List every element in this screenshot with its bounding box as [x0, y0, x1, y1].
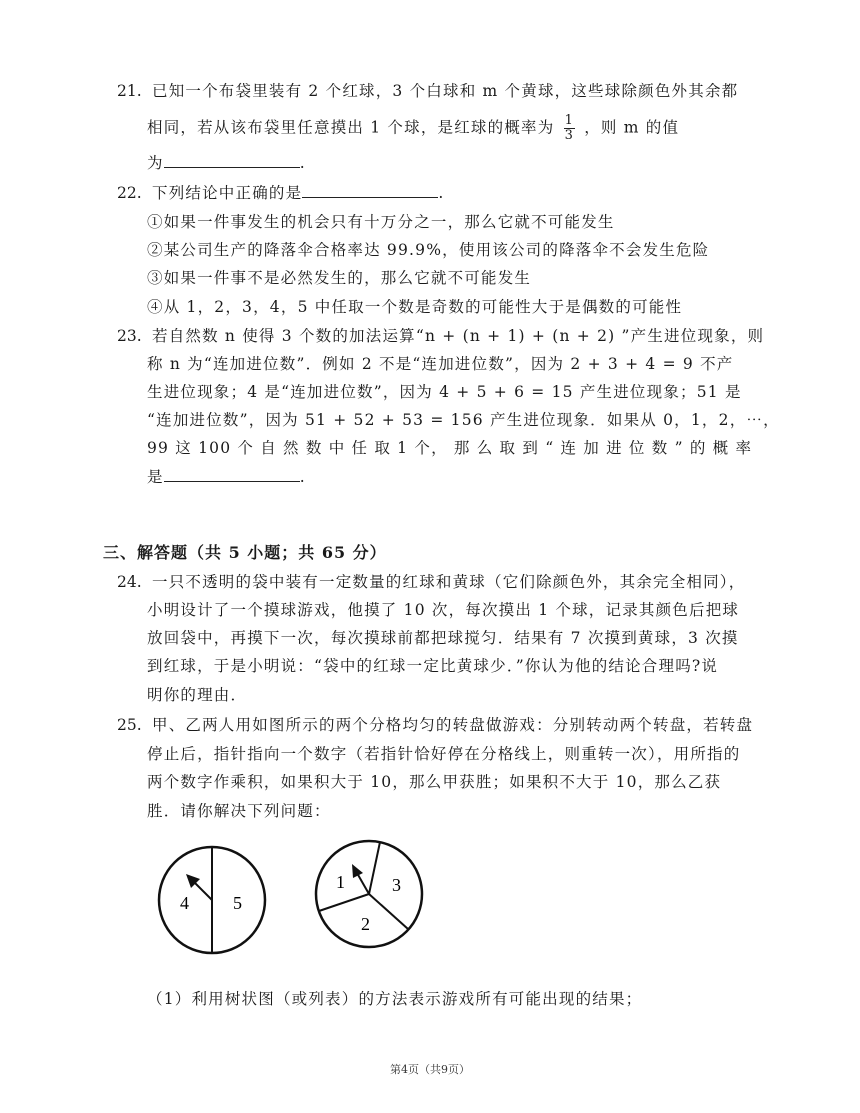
- question-25-line: 胜．请你解决下列问题：: [147, 802, 331, 820]
- question-21-text: 相同，若从该布袋里任意摸出 1 个球，是红球的概率为: [147, 118, 555, 137]
- question-24-line: 到红球，于是小明说：“袋中的红球一定比黄球少．”你认为他的结论合理吗?说: [147, 657, 719, 675]
- question-21-line: [147, 114, 679, 143]
- spinner-label: 2: [361, 914, 370, 934]
- question-22-line: 下列结论中正确的是 .: [152, 184, 445, 202]
- question-23-line: 99 这 100 个 自 然 数 中 任 取 1 个， 那 么 取 到 “ 连 加 进 位 数 ” 的 概 率: [147, 439, 753, 457]
- question-21-line: 为 .: [147, 154, 306, 172]
- question-number: 25.: [117, 716, 142, 734]
- arrow-icon: [352, 864, 363, 878]
- question-22-text: 下列结论中正确的是: [152, 184, 303, 202]
- question-25-line: 停止后，指针指向一个数字（若指针恰好停在分格线上，则重转一次），用所指的: [147, 745, 741, 763]
- spinner-label: 3: [392, 875, 401, 895]
- spinner-label: 5: [233, 893, 242, 913]
- question-23-line: 是 .: [147, 468, 306, 486]
- question-number: 21.: [117, 82, 142, 100]
- spinner-label: 4: [180, 893, 189, 913]
- question-23-line: 生进位现象；4 是“连加进位数”，因为 4 + 5 + 6 = 15 产生进位现象；51 是: [147, 383, 742, 401]
- question-25-line: 两个数字作乘积，如果积大于 10，那么甲获胜；如果积不大于 10，那么乙获: [147, 773, 722, 791]
- spinner-right: [307, 832, 431, 956]
- answer-blank[interactable]: [164, 152, 300, 168]
- option-1: ①如果一件事发生的机会只有十万分之一，那么它就不可能发生: [147, 213, 615, 231]
- fraction-denominator: 3: [564, 128, 575, 143]
- spinner-divider: [319, 894, 369, 911]
- spinner-left: [150, 838, 274, 962]
- option-4: ④从 1，2，3，4，5 中任取一个数是奇数的可能性大于是偶数的可能性: [147, 298, 683, 316]
- fraction: [564, 114, 575, 143]
- option-2: ②某公司生产的降落伞合格率达 99.9%，使用该公司的降落伞不会发生危险: [147, 241, 710, 259]
- question-25-line: 甲、乙两人用如图所示的两个分格均匀的转盘做游戏：分别转动两个转盘，若转盘: [152, 716, 754, 734]
- question-23-text: 是: [147, 468, 164, 486]
- question-21-line: 已知一个布袋里装有 2 个红球，3 个白球和 m 个黄球，这些球除颜色外其余都: [152, 82, 739, 100]
- answer-blank[interactable]: [302, 182, 438, 198]
- question-number: 23.: [117, 327, 142, 345]
- question-23-line: 称 n 为“连加进位数”．例如 2 不是“连加进位数”，因为 2 + 3 + 4 = 9 不产: [147, 355, 734, 373]
- question-24-line: 一只不透明的袋中装有一定数量的红球和黄球（它们除颜色外，其余完全相同），: [152, 573, 746, 591]
- question-number: 22.: [117, 184, 142, 202]
- question-24-line: 放回袋中，再摸下一次，每次摸球前都把球搅匀．结果有 7 次摸到黄球，3 次摸: [147, 629, 739, 647]
- spinner-divider: [369, 842, 380, 894]
- sub-question-1: （1）利用树状图（或列表）的方法表示游戏所有可能出现的结果；: [147, 990, 643, 1008]
- question-24-line: 小明设计了一个摸球游戏，他摸了 10 次，每次摸出 1 个球，记录其颜色后把球: [147, 601, 740, 619]
- section-heading: 三、解答题（共 5 小题；共 65 分）: [103, 543, 387, 562]
- spinner-label: 1: [336, 872, 345, 892]
- answer-blank[interactable]: [164, 466, 300, 482]
- question-23-line: 若自然数 n 使得 3 个数的加法运算“n + (n + 1) + (n + 2) ”产生进位现象，则: [152, 327, 765, 345]
- question-21-text: 为: [147, 154, 164, 172]
- question-23-line: “连加进位数”，因为 51 + 52 + 53 = 156 产生进位现象．如果从 0，1，2，⋯，: [147, 411, 780, 429]
- spinner-divider: [369, 894, 408, 929]
- question-24-line: 明你的理由．: [147, 686, 248, 704]
- option-3: ③如果一件事不是必然发生的，那么它就不可能发生: [147, 269, 532, 287]
- fraction-numerator: 1: [564, 113, 575, 128]
- spinner-pointer: [357, 873, 369, 894]
- question-21-text: ，则 m 的值: [584, 118, 680, 137]
- page-footer: 第4页（共9页）: [390, 1063, 470, 1076]
- question-number: 24.: [117, 573, 142, 591]
